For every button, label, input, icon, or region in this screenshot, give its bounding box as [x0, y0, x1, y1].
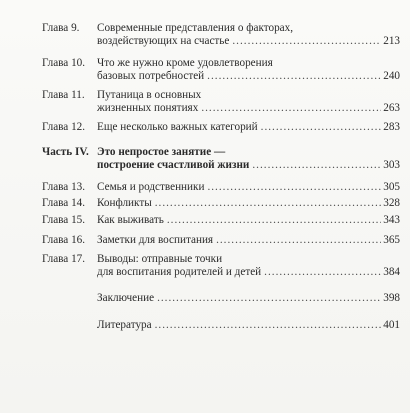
toc-entry-label: Часть IV. — [42, 146, 89, 158]
toc-entry-page-number: 401 — [383, 319, 400, 331]
toc-entry-page-number: 305 — [383, 181, 400, 193]
toc-entry-page-number: 240 — [383, 70, 400, 82]
toc-entry-title-line: Еще несколько важных категорий — [97, 121, 258, 133]
dot-leader — [155, 197, 382, 210]
toc-entry-title-line: Конфликты — [97, 197, 152, 209]
dot-leader — [232, 35, 381, 48]
dot-leader — [207, 70, 381, 83]
dot-leader — [261, 121, 382, 134]
toc-entry-title-line: для воспитания родителей и детей — [97, 266, 262, 278]
toc-entry-page-number: 343 — [383, 214, 400, 226]
toc-entry-label: Глава 17. — [42, 253, 86, 265]
toc-entry-page-number: 398 — [383, 292, 400, 304]
dot-leader — [216, 234, 381, 247]
toc-entry-page-number: 213 — [383, 35, 400, 47]
toc-entry-label: Глава 12. — [42, 121, 86, 133]
toc-entry-label: Глава 15. — [42, 214, 86, 226]
dot-leader — [264, 266, 381, 279]
toc-entry-title-line: воздействующих на счастье — [97, 35, 230, 47]
toc-entry-label: Глава 13. — [42, 181, 86, 193]
dot-leader — [207, 181, 381, 194]
dot-leader — [167, 214, 381, 227]
toc-entry-page-number: 283 — [383, 121, 400, 133]
dot-leader — [201, 102, 381, 115]
toc-entry-title-line: Что же нужно кроме удовлетворения — [97, 57, 273, 69]
toc-entry-page-number: 303 — [383, 159, 400, 171]
toc-entry-page-number: 328 — [383, 197, 400, 209]
toc-entry-title-line: Как выживать — [97, 214, 164, 226]
toc-entry-label: Глава 14. — [42, 197, 86, 209]
toc-entry-title-line: базовых потребностей — [97, 70, 205, 82]
toc-entry-label: Глава 9. — [42, 22, 80, 34]
toc-entry-label: Глава 10. — [42, 57, 86, 69]
toc-entry-title-line: Путаница в основных — [97, 89, 202, 101]
toc-entry-page-number: 263 — [383, 102, 400, 114]
toc-entry-title-line: Заключение — [97, 292, 155, 304]
toc-entry-title-line: построение счастливой жизни — [97, 159, 250, 171]
toc-entry-page-number: 365 — [383, 234, 400, 246]
toc-entry-title-line: Литература — [97, 319, 152, 331]
dot-leader — [252, 159, 381, 172]
toc-entry-title-line: Это непростое занятие — — [97, 146, 226, 158]
dot-leader — [155, 319, 382, 332]
toc-entry-title-line: жизненных понятиях — [97, 102, 199, 114]
toc-entry-page-number: 384 — [383, 266, 400, 278]
toc-entry-title-line: Современные представления о факторах, — [97, 22, 294, 34]
toc-entry-label: Глава 11. — [42, 89, 85, 101]
toc-entry-title-line: Семья и родственники — [97, 181, 205, 193]
toc-entry-title-line: Выводы: отправные точки — [97, 253, 223, 265]
toc-entry-title-line: Заметки для воспитания — [97, 234, 214, 246]
toc-entry-label: Глава 16. — [42, 234, 86, 246]
dot-leader — [157, 292, 381, 305]
